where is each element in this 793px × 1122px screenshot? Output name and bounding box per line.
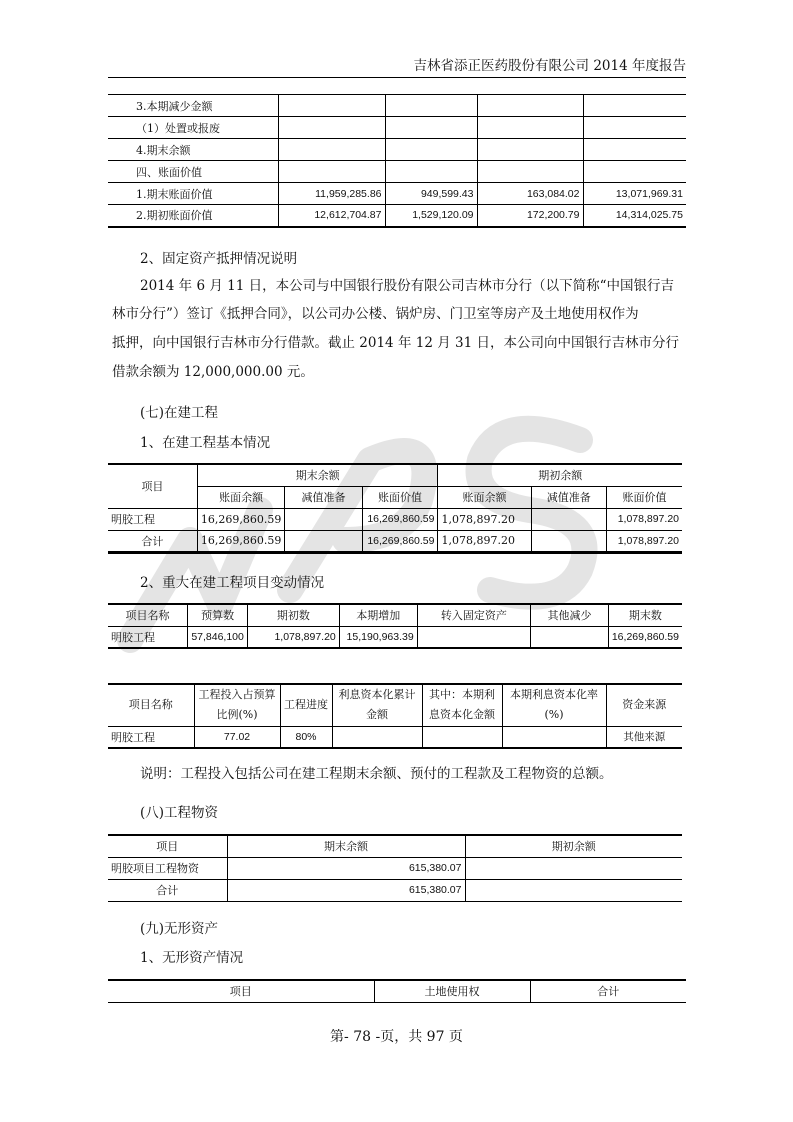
table-cell (385, 161, 477, 183)
sub-header: 账面余额 (197, 486, 284, 508)
table-cell (417, 626, 530, 648)
table-cell (477, 161, 583, 183)
table-cell: 1,078,897.20 (606, 508, 682, 530)
table-cell: 明胶工程 (108, 726, 194, 748)
table-cell: 80% (280, 726, 332, 748)
table-cell (477, 95, 583, 117)
col-item: 项目 (108, 464, 197, 508)
section8-title: (八)工程物资 (140, 805, 219, 821)
table-cell: 16,269,860.59 (197, 530, 284, 552)
col-header: 本期增加 (339, 604, 417, 626)
cip-basic-table (108, 463, 682, 554)
row-label: 四、账面价值 (108, 161, 278, 183)
table-row (108, 117, 686, 139)
table-cell (465, 879, 682, 901)
table-cell (531, 508, 606, 530)
table-cell: 949,599.43 (385, 183, 477, 205)
table-cell: 1,078,897.20 (606, 530, 682, 552)
cip-changes-table (108, 603, 682, 649)
fixed-assets-table (108, 94, 686, 228)
table-cell (278, 139, 385, 161)
col-header: 预算数 (188, 604, 248, 626)
mortgage-line-4: 借款余额为 12,000,000.00 元。 (112, 364, 314, 380)
table-row (108, 857, 682, 879)
table-cell (278, 161, 385, 183)
section7-title: (七)在建工程 (140, 405, 219, 421)
table-row (108, 161, 686, 183)
sub-header: 账面价值 (606, 486, 682, 508)
table-cell (385, 95, 477, 117)
section9-title: (九)无形资产 (140, 921, 219, 937)
table-cell: 1,078,897.20 (248, 626, 340, 648)
materials-table (108, 834, 682, 902)
mortgage-line-2: 林市分行”）签订《抵押合同》，以公司办公楼、锅炉房、门卫室等房产及土地使用权作为 (112, 306, 639, 322)
intangible-table (108, 979, 686, 1003)
col-header: 项目 (108, 980, 374, 1002)
row-label: 3.本期减少金额 (108, 95, 278, 117)
col-header: 项目名称 (108, 684, 194, 726)
row-label: 1.期末账面价值 (108, 183, 278, 205)
table-cell: 11,959,285.86 (278, 183, 385, 205)
table-cell (583, 139, 686, 161)
table-cell: 615,380.07 (227, 879, 465, 901)
table-cell: 77.02 (194, 726, 280, 748)
table-cell (583, 95, 686, 117)
table-cell (278, 117, 385, 139)
table-cell: 57,846,100 (188, 626, 248, 648)
mortgage-line-1: 2014 年 6 月 11 日，本公司与中国银行股份有限公司吉林市分行（以下简称“中国银行吉 (140, 278, 674, 294)
row-label: 明胶工程 (108, 508, 197, 530)
col-header: 期末余额 (227, 835, 465, 857)
col-header: 期末数 (608, 604, 682, 626)
col-header: 期初余额 (465, 835, 682, 857)
section7-sub1: 1、在建工程基本情况 (140, 435, 271, 451)
mortgage-line-3: 抵押，向中国银行吉林市分行借款。截止 2014 年 12 月 31 日，本公司向中国银行吉林市分行 (112, 335, 679, 351)
sub-header: 减值准备 (285, 486, 362, 508)
table-row (108, 183, 686, 205)
col-header: 期初数 (248, 604, 340, 626)
page-header: 吉林省添正医药股份有限公司 2014 年度报告 (108, 58, 686, 78)
table-cell: 1,529,120.09 (385, 205, 477, 227)
row-label: 合计 (108, 530, 197, 552)
table-cell: 1,078,897.20 (438, 530, 531, 552)
table-cell: 明胶工程 (108, 626, 188, 648)
col-header: 工程进度 (280, 684, 332, 726)
table-cell (422, 726, 502, 748)
section7-sub2: 2、重大在建工程项目变动情况 (140, 575, 325, 591)
table-cell: 1,078,897.20 (438, 508, 531, 530)
table-cell: 16,269,860.59 (197, 508, 284, 530)
table-cell: 15,190,963.39 (339, 626, 417, 648)
table-cell: 16,269,860.59 (362, 508, 438, 530)
table-cell (465, 857, 682, 879)
table-row (108, 508, 682, 530)
section9-sub1: 1、无形资产情况 (140, 950, 244, 966)
row-label: 4.期末余额 (108, 139, 278, 161)
table-cell (285, 508, 362, 530)
table-row (108, 95, 686, 117)
col-header: 土地使用权 (374, 980, 530, 1002)
col-header: 合计 (530, 980, 686, 1002)
sub-header: 减值准备 (531, 486, 606, 508)
col-begin-balance: 期初余额 (438, 464, 682, 486)
row-label: 2.期初账面价值 (108, 205, 278, 227)
table-cell: 16,269,860.59 (608, 626, 682, 648)
table-cell (332, 726, 422, 748)
col-header: 其他减少 (531, 604, 609, 626)
table-cell: 14,314,025.75 (583, 205, 686, 227)
col-end-balance: 期末余额 (197, 464, 438, 486)
table-row (108, 530, 682, 552)
table-row (108, 879, 682, 901)
col-header: 转入固定资产 (417, 604, 530, 626)
col-header: 其中：本期利息资本化金额 (422, 684, 502, 726)
col-header: 工程投入占预算比例(%) (194, 684, 280, 726)
table-row (108, 205, 686, 227)
table-cell (583, 117, 686, 139)
row-label: （1）处置或报废 (108, 117, 278, 139)
row-label: 合计 (108, 879, 227, 901)
table-cell: 12,612,704.87 (278, 205, 385, 227)
col-header: 项目 (108, 835, 227, 857)
table-cell: 其他来源 (606, 726, 682, 748)
sub-header: 账面价值 (362, 486, 438, 508)
table-cell: 16,269,860.59 (362, 530, 438, 552)
table-cell: 172,200.79 (477, 205, 583, 227)
cip-note: 说明：工程投入包括公司在建工程期末余额、预付的工程款及工程物资的总额。 (140, 766, 613, 782)
table-cell: 615,380.07 (227, 857, 465, 879)
table-cell (278, 95, 385, 117)
table-cell (385, 139, 477, 161)
table-cell (531, 626, 609, 648)
table-cell (502, 726, 606, 748)
table-cell (583, 161, 686, 183)
table-cell (531, 530, 606, 552)
table-cell: 13,071,969.31 (583, 183, 686, 205)
col-header: 本期利息资本化率(%) (502, 684, 606, 726)
table-cell (285, 530, 362, 552)
cip-details-table (108, 683, 682, 749)
sub-header: 账面余额 (438, 486, 531, 508)
table-cell (477, 139, 583, 161)
table-cell (477, 117, 583, 139)
page-footer: 第- 78 -页，共 97 页 (330, 1029, 463, 1045)
table-cell: 163,084.02 (477, 183, 583, 205)
mortgage-title: 2、固定资产抵押情况说明 (140, 251, 298, 267)
row-label: 明胶项目工程物资 (108, 857, 227, 879)
col-header: 资金来源 (606, 684, 682, 726)
table-row (108, 139, 686, 161)
col-header: 利息资本化累计金额 (332, 684, 422, 726)
table-cell (385, 117, 477, 139)
col-header: 项目名称 (108, 604, 188, 626)
